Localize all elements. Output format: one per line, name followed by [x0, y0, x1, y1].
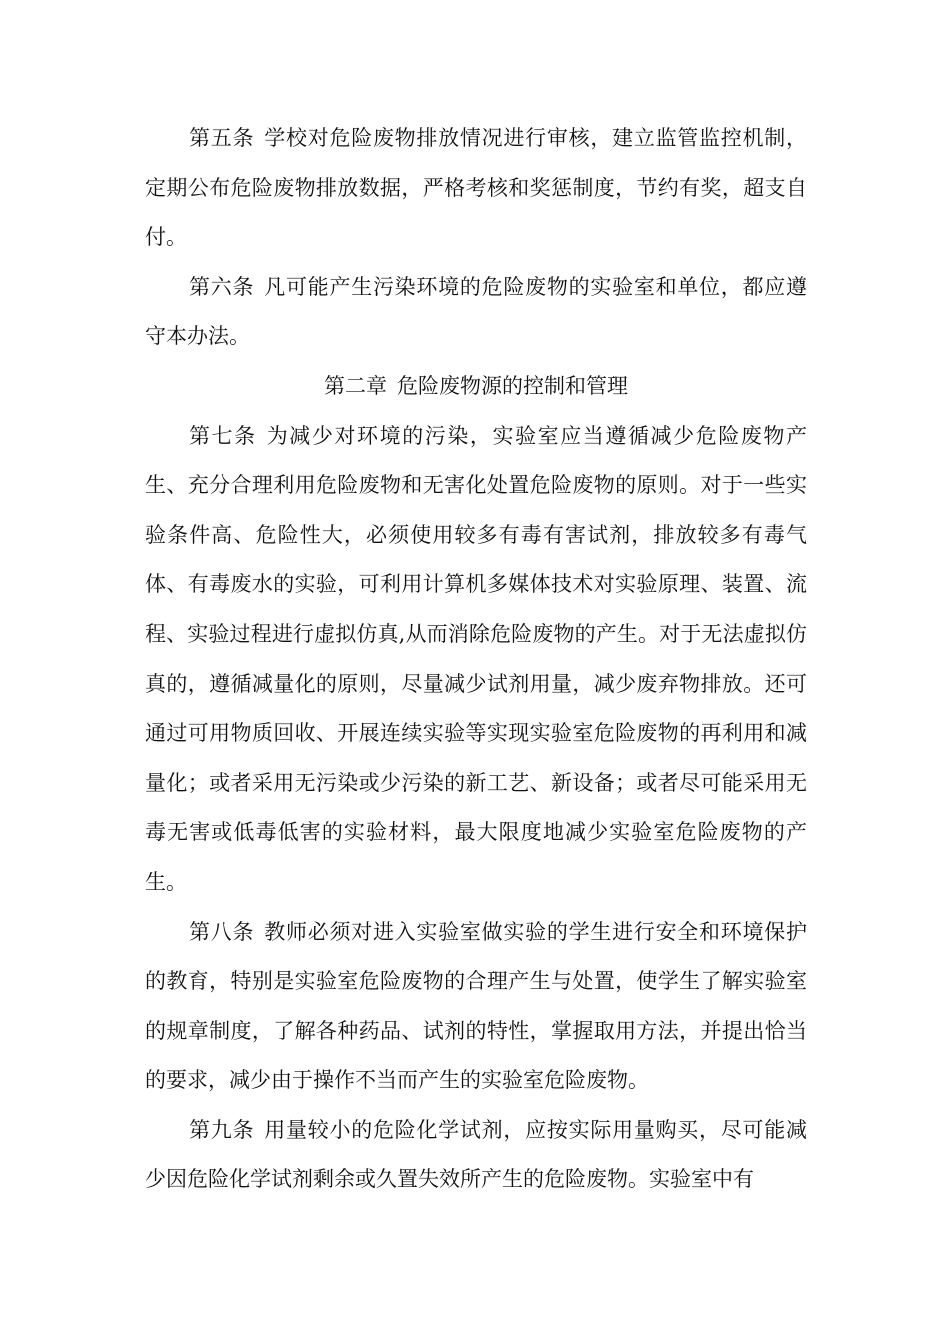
article-text: 学校对危险废物排放情况进行审核，建立监管监控机制，定期公布危险废物排放数据，严格考核和奖惩制度，节约有奖，超支自付。	[145, 126, 808, 250]
article-number: 第六条	[189, 274, 255, 299]
article-text: 教师必须对进入实验室做实验的学生进行安全和环境保护的教育，特别是实验室危险废物的合理产生与处置，使学生了解实验室的规章制度，了解各种药品、试剂的特性，掌握取用方法，并提出恰当的要求，减少由于操作不当而产生的实验室危险废物。	[145, 919, 808, 1093]
article-number: 第九条	[189, 1117, 255, 1142]
article-5	[145, 114, 807, 263]
article-text: 凡可能产生污染环境的危险废物的实验室和单位，都应遵守本办法。	[145, 274, 808, 349]
article-8	[145, 908, 807, 1106]
chapter-number: 第二章	[324, 373, 387, 398]
article-6	[145, 263, 807, 362]
chapter-title: 危险废物源的控制和管理	[397, 373, 628, 398]
article-number: 第八条	[189, 919, 255, 944]
article-9	[145, 1106, 807, 1205]
article-number: 第五条	[189, 126, 255, 150]
article-text: 用量较小的危险化学试剂，应按实际用量购买，尽可能减少因危险化学试剂剩余或久置失效所产生的危险废物。实验室中有	[145, 1117, 808, 1192]
document-body	[145, 114, 807, 1205]
chapter-heading	[145, 362, 807, 412]
article-text: 为减少对环境的污染，实验室应当遵循减少危险废物产生、充分合理利用危险废物和无害化处置危险废物的原则。对于一些实验条件高、危险性大，必须使用较多有毒有害试剂，排放较多有毒气体、有毒废水的实验，可利用计算机多媒体技术对实验原理、装置、流程、实验过程进行虚拟仿真,从而消除危险废物的产生。对于无法虚拟仿真的，遵循减量化的原则，尽量减少试剂用量，减少废弃物排放。还可通过可用物质回收、开展连续实验等实现实验室危险废物的再利用和减量化；或者采用无污染或少污染的新工艺、新设备；或者尽可能采用无毒无害或低毒低害的实验材料，最大限度地减少实验室危险废物的产生。	[145, 423, 808, 894]
article-number: 第七条	[189, 423, 257, 448]
article-7	[145, 412, 807, 908]
